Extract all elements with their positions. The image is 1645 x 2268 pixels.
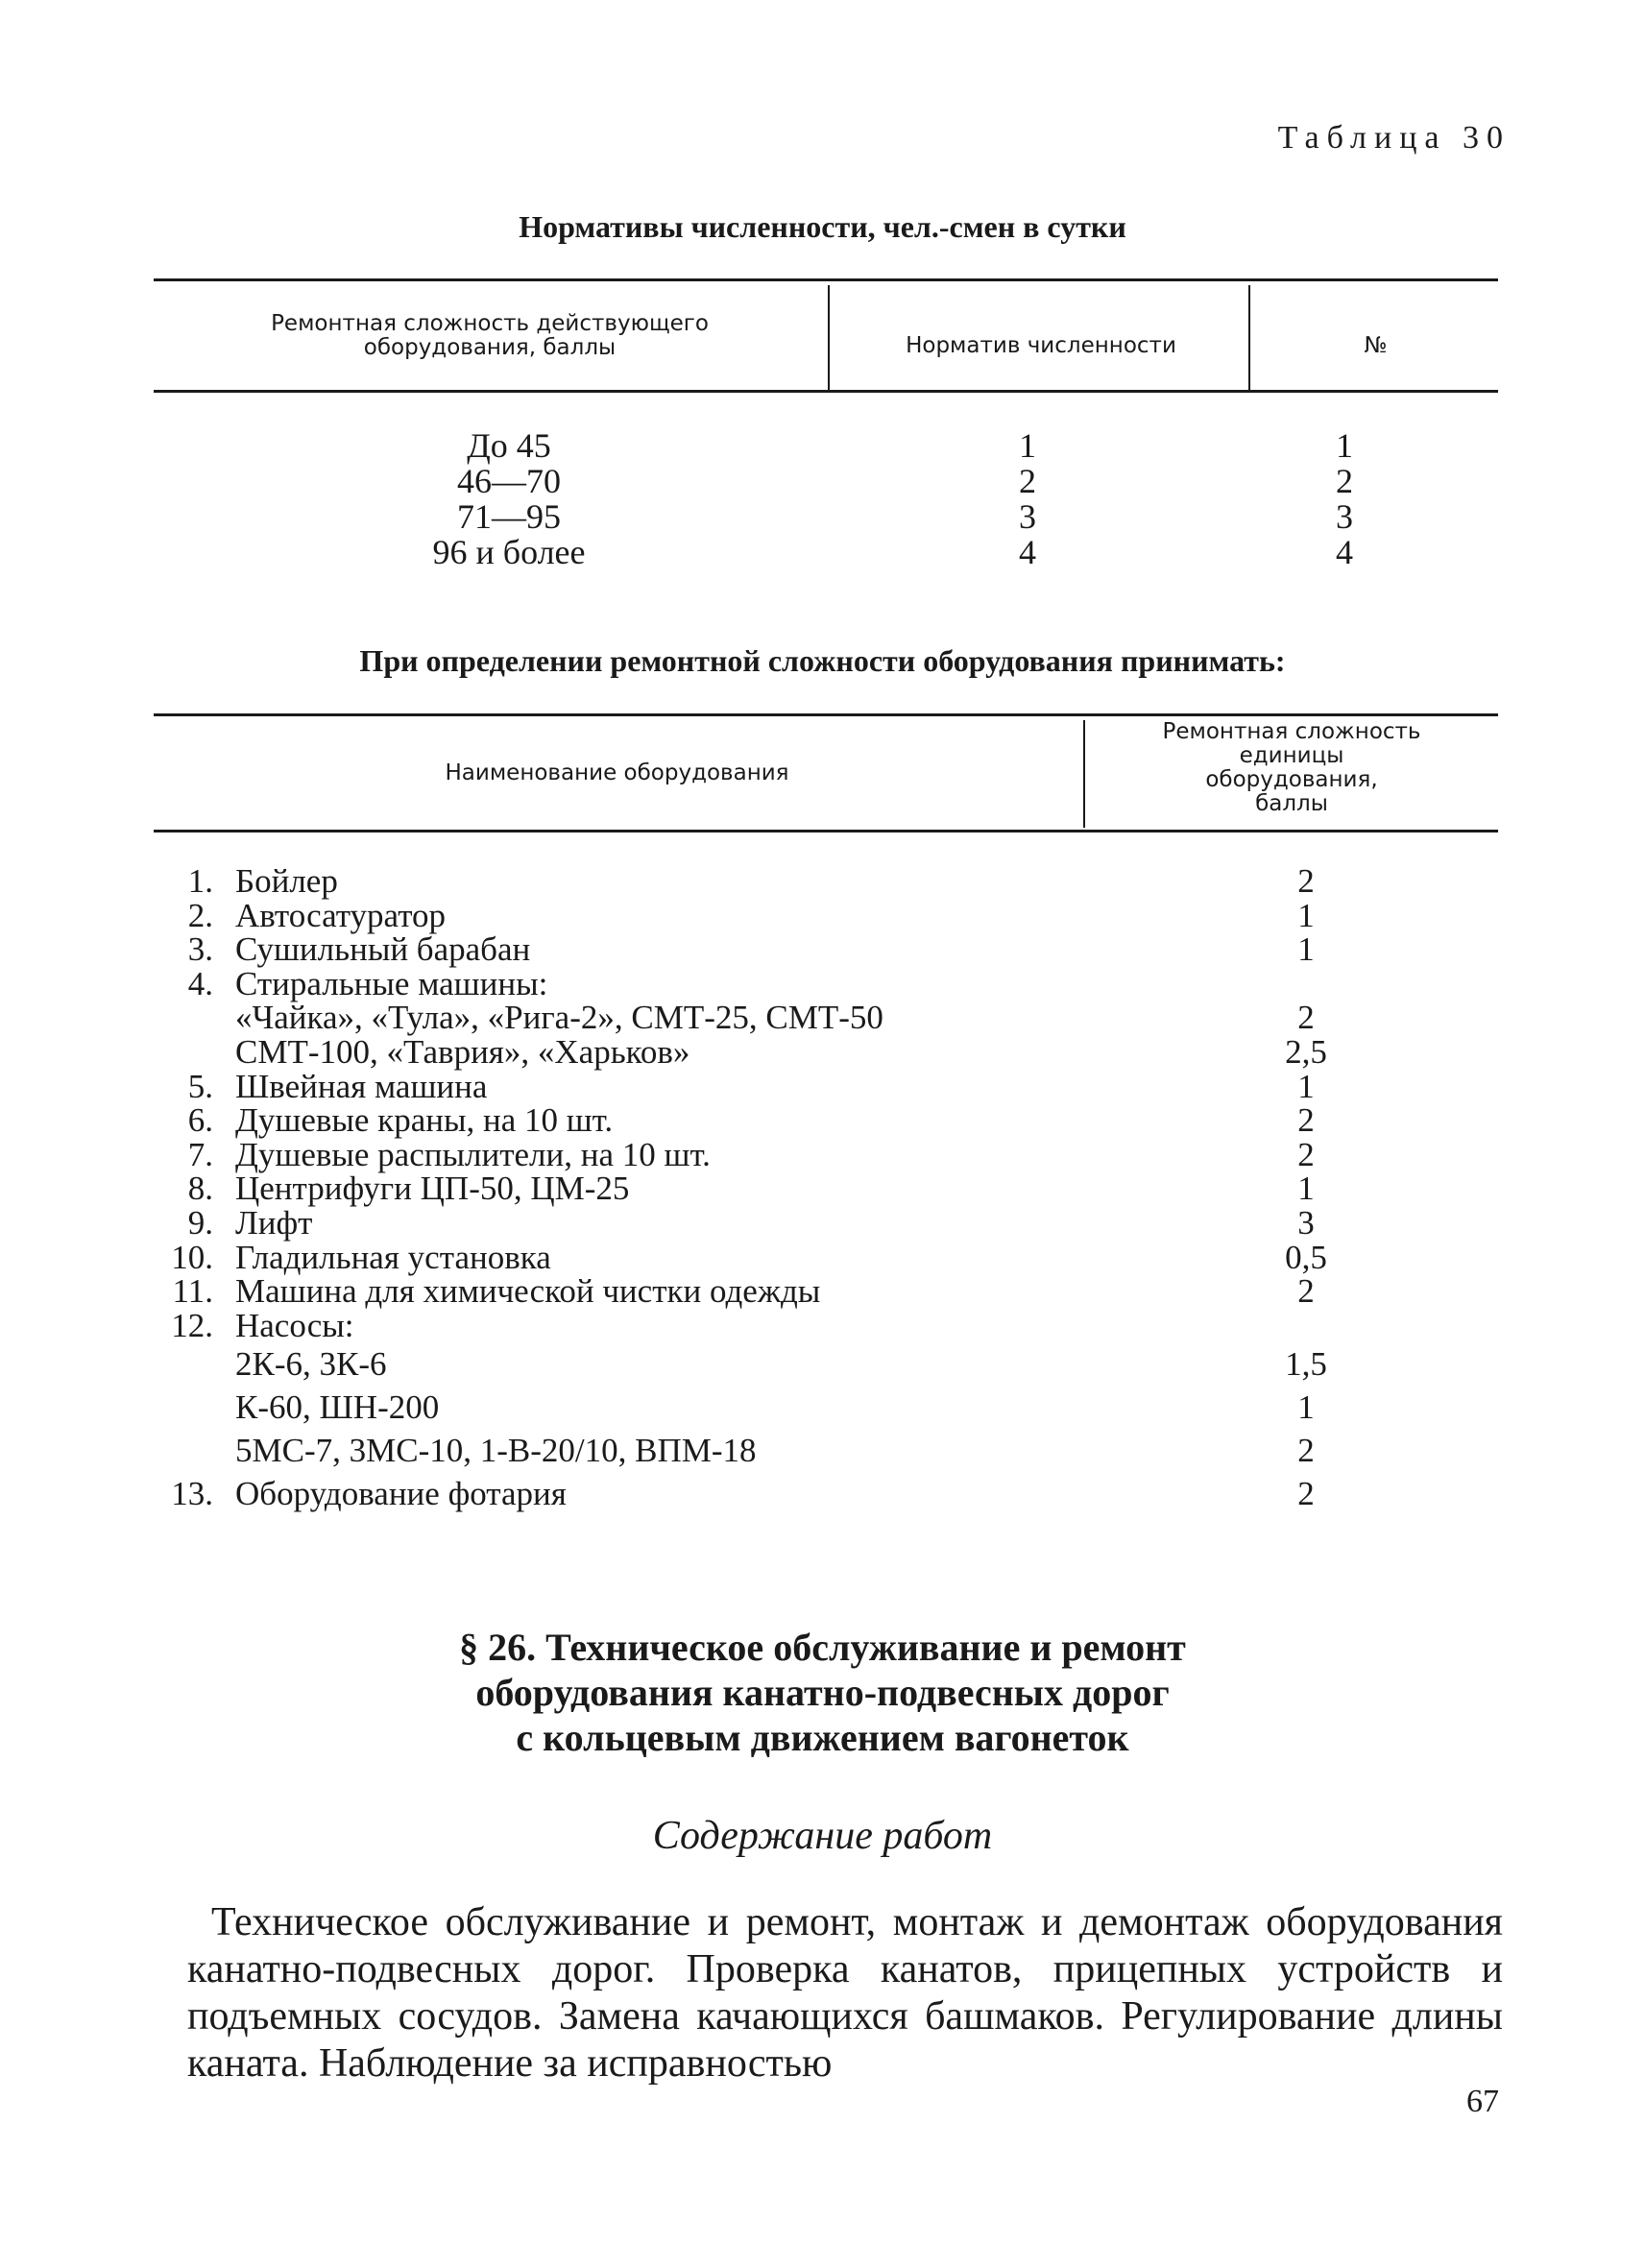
table-row: 11. Машина для химической чистки одежды 2 [172, 1272, 1315, 1311]
table-row: К-60, ШН-200 1 [235, 1388, 1315, 1427]
table1-header-rule [154, 390, 1498, 393]
table-row: 2К-6, 3К-6 1,5 [235, 1345, 1327, 1384]
table-row: 12. Насосы: [171, 1306, 354, 1344]
table-row: 6. Душевые краны, на 10 шт. 2 [187, 1101, 1315, 1140]
table-number: Таблица 30 [1277, 120, 1511, 156]
table2-header-col1: Наименование оборудования [445, 760, 789, 785]
table-cell: 1 [1019, 426, 1036, 465]
table1-col1 [365, 428, 653, 570]
table-cell: 4 [1019, 533, 1036, 571]
table2-header-col2: Ремонтная сложность единицы оборудования, баллы [1162, 719, 1421, 816]
table1-col3 [1296, 428, 1392, 570]
table1-header-col1: Ремонтная сложность действующего оборудования, баллы [271, 311, 709, 360]
table1-col-divider-2 [1248, 285, 1250, 393]
table2-top-rule [154, 713, 1498, 716]
table-row: 7. Душевые распылители, на 10 шт. 2 [187, 1135, 1315, 1173]
table-row: 9. Лифт 3 [187, 1203, 1315, 1242]
table1-header-col2: Норматив численности [906, 333, 1176, 358]
table2-title: При определении ремонтной сложности оборудования принимать: [359, 643, 1286, 678]
table-row: 3. Сушильный барабан 1 [187, 930, 1315, 969]
table-cell: 46—70 [457, 462, 561, 500]
table-row: 5МС-7, 3МС-10, 1-В-20/10, ВПМ-18 2 [235, 1432, 1315, 1470]
table-cell: До 45 [467, 426, 551, 465]
table-row: 13. Оборудование фотария 2 [171, 1475, 1315, 1513]
table-cell: 4 [1336, 533, 1353, 571]
table-row: 10. Гладильная установка 0,5 [171, 1238, 1327, 1276]
table-cell: 2 [1019, 462, 1036, 500]
table1-col2 [980, 428, 1076, 570]
table-row: 5. Швейная машина 1 [187, 1067, 1315, 1105]
section-heading: § 26. Техническое обслуживание и ремонт оборудования канатно-подвесных дорог с кольцевым движением вагонеток [459, 1626, 1186, 1759]
table-cell: 3 [1019, 497, 1036, 536]
section-subtitle: Содержание работ [652, 1814, 993, 1858]
table-cell: 1 [1336, 426, 1353, 465]
table1-col-divider-1 [828, 285, 830, 393]
table2-header-rule [154, 830, 1498, 832]
table-cell: 96 и более [432, 533, 586, 571]
table1-header-col3: № [1364, 333, 1388, 358]
table1-title: Нормативы численности, чел.-смен в сутки [519, 209, 1126, 244]
table1-top-rule [154, 278, 1498, 281]
equipment-list [154, 864, 1354, 1515]
table-row: «Чайка», «Тула», «Рига-2», СМТ-25, СМТ-50 2 [235, 999, 1315, 1037]
page-number: 67 [1466, 2084, 1499, 2119]
table2-col-divider [1083, 720, 1085, 828]
table-cell: 71—95 [457, 497, 561, 536]
table-cell: 2 [1336, 462, 1353, 500]
table-row: СМТ-100, «Таврия», «Харьков» 2,5 [235, 1032, 1327, 1071]
table-row: 8. Центрифуги ЦП-50, ЦМ-25 1 [187, 1170, 1315, 1208]
table-row: 2. Автосатуратор 1 [187, 896, 1315, 934]
table-cell: 3 [1336, 497, 1353, 536]
body-paragraph: Техническое обслуживание и ремонт, монтаж и демонтаж оборудования канатно-подвесных дорог. Проверка канатов, прицепных устройств и подъемных сосудов. Замена качающихся башмаков. Регулирование длины каната. Наблюдение за исправностью [187, 1900, 1503, 2086]
table-row: 1. Бойлер 2 [187, 862, 1315, 900]
table-row: 4. Стиральные машины: [187, 964, 548, 1002]
